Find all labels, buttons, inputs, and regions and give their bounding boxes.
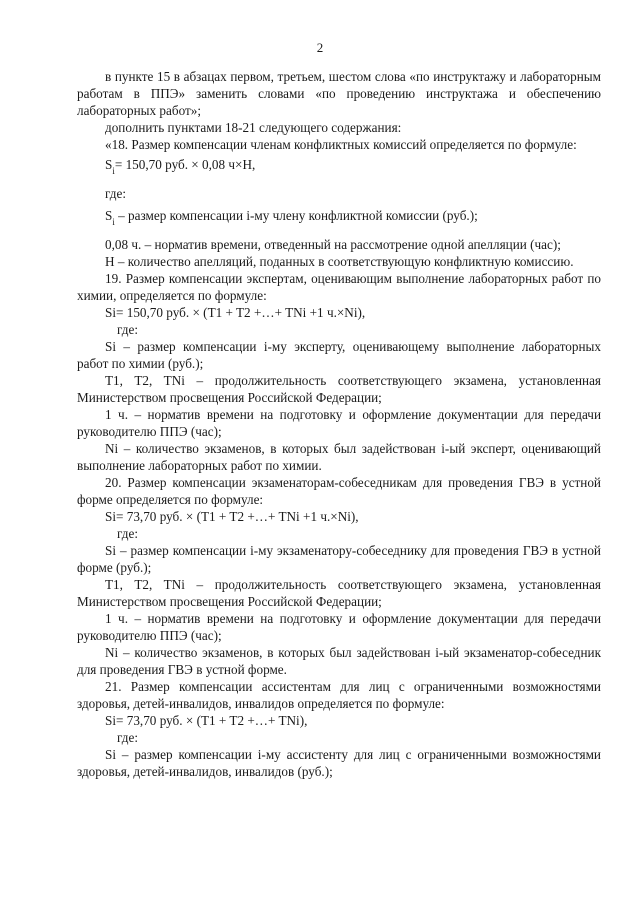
formula-21: Si= 73,70 руб. × (T1 + T2 +…+ TNi),: [105, 713, 308, 728]
formula-18-expression: = 150,70 руб. × 0,08 ч×Н,: [114, 157, 256, 172]
definition-19-exam-count: Ni – количество экзаменов, в которых был задействован i-ый эксперт, оценивающий выполнение лабораторных работ по химии.: [77, 441, 601, 473]
definition-21-si: Si – размер компенсации i-му ассистенту для лиц с ограниченными возможностями здоровья, детей-инвалидов, инвалидов (руб.);: [77, 747, 601, 779]
where-label-21: где:: [117, 730, 138, 745]
paragraph-point-18: «18. Размер компенсации членам конфликтных комиссий определяется по формуле:: [105, 137, 577, 152]
where-label-20: где:: [117, 526, 138, 541]
paragraph-item15-amendment: в пункте 15 в абзацах первом, третьем, шестом слова «по инструктажу и лабораторным работам в ППЭ» заменить словами «по проведению инструктажа и обеспечению лабораторных работ»;: [77, 69, 601, 118]
definition-19-duration: T1, T2, TNi – продолжительность соответствующего экзамена, установленная Министерством просвещения Российской Федерации;: [77, 373, 601, 405]
definition-19-hour-norm: 1 ч. – норматив времени на подготовку и оформление документации для передачи руководителю ППЭ (час);: [77, 407, 601, 439]
definition-20-exam-count: Ni – количество экзаменов, в которых был задействован i-ый экзаменатор-собеседник для проведения ГВЭ в устной форме.: [77, 645, 601, 677]
page-number: 2: [316, 40, 324, 55]
paragraph-point-19: 19. Размер компенсации экспертам, оценивающим выполнение лабораторных работ по химии, определяется по формуле:: [77, 271, 601, 303]
definition-18-norm: 0,08 ч. – норматив времени, отведенный на рассмотрение одной апелляции (час);: [105, 237, 561, 252]
document-body: [77, 68, 601, 780]
definition-18-si-subscript: i: [112, 217, 115, 227]
formula-20: Si= 73,70 руб. × (T1 + T2 +…+ TNi +1 ч.×Ni),: [105, 509, 359, 524]
definition-18-si-text: – размер компенсации i-му члену конфликтной комиссии (руб.);: [114, 208, 478, 223]
paragraph-add-points: дополнить пунктами 18-21 следующего содержания:: [105, 120, 402, 135]
definition-20-hour-norm: 1 ч. – норматив времени на подготовку и оформление документации для передачи руководителю ППЭ (час);: [77, 611, 601, 643]
definition-18-appeals: Н – количество апелляций, поданных в соответствующую конфликтную комиссию.: [105, 254, 574, 269]
formula-18-symbol: S: [105, 157, 113, 172]
definition-19-si: Si – размер компенсации i-му эксперту, оценивающему выполнение лабораторных работ по химии (руб.);: [77, 339, 601, 371]
formula-19: Si= 150,70 руб. × (T1 + T2 +…+ TNi +1 ч.×Ni),: [105, 305, 366, 320]
definition-20-si: Si – размер компенсации i-му экзаменатору-собеседнику для проведения ГВЭ в устной форме (руб.);: [77, 543, 601, 575]
where-label-18: где:: [105, 186, 126, 201]
formula-18-subscript: i: [112, 166, 115, 176]
paragraph-point-20: 20. Размер компенсации экзаменаторам-собеседникам для проведения ГВЭ в устной форме определяется по формуле:: [77, 475, 601, 507]
definition-20-duration: T1, T2, TNi – продолжительность соответствующего экзамена, установленная Министерством просвещения Российской Федерации;: [77, 577, 601, 609]
where-label-19: где:: [117, 322, 138, 337]
paragraph-point-21: 21. Размер компенсации ассистентам для лиц с ограниченными возможностями здоровья, детей-инвалидов, инвалидов определяется по формуле:: [77, 679, 601, 711]
formula-18: [77, 156, 601, 180]
definition-18-si: [77, 207, 601, 231]
definition-18-si-symbol: S: [105, 208, 113, 223]
